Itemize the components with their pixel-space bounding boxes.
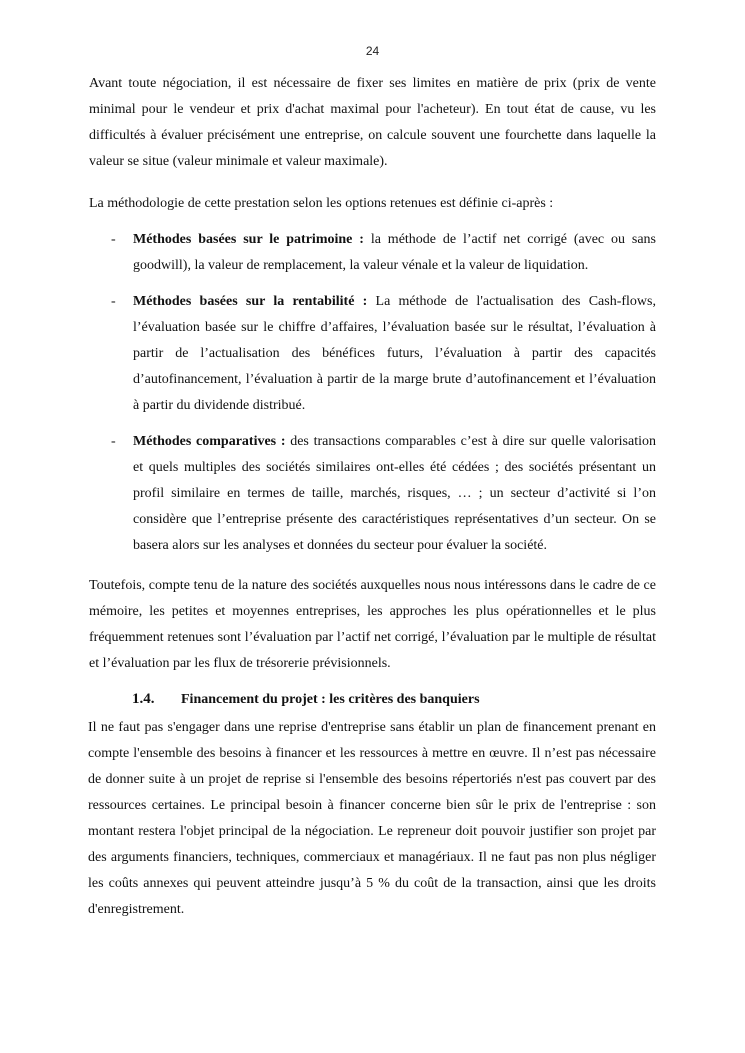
bullet-dash: - <box>111 232 116 247</box>
financing-paragraph: Il ne faut pas s'engager dans une reprise d'entreprise sans établir un plan de financement prenant en compte l'ensemble des besoins à financer et les ressources à mettre en œuvre. Il n’est pas nécessaire de donner suite à un projet de reprise si l'ensemble des besoins répertoriés n'est pas couvert par des ressources certaines. Le principal besoin à financer concerne bien sûr le prix de l'entreprise : son montant restera l'objet principal de la négociation. Le repreneur doit pouvoir justifier son projet par des arguments financiers, techniques, commerciaux et managériaux. Il ne faut pas non plus négliger les coûts annexes qui peuvent atteindre jusqu’à 5 % du coût de la transaction, ainsi que les droits d'enregistrement. <box>88 720 656 917</box>
list-item-patrimoine <box>89 227 656 279</box>
methods-list <box>89 227 656 559</box>
bullet-title: Méthodes basées sur le patrimoine : <box>133 232 364 247</box>
bullet-title: Méthodes basées sur la rentabilité : <box>133 294 368 309</box>
bullet-text: La méthode de l'actualisation des Cash-flows, l’évaluation basée sur le chiffre d’affaires, l’évaluation basée sur le résultat, l’évaluation à partir de l’actualisation des bénéfices futurs, l’évaluation à partir des capacités d’autofinancement, l’évaluation à partir de la marge brute d’autofinancement et l’évaluation à partir du dividende distribué. <box>133 294 656 413</box>
list-item-rentabilite <box>89 289 656 419</box>
bullet-dash: - <box>111 434 116 449</box>
bullet-title: Méthodes comparatives : <box>133 434 286 449</box>
page-content <box>89 71 656 923</box>
section-heading <box>89 691 656 715</box>
list-item-comparatives <box>89 429 656 559</box>
bullet-text: des transactions comparables c’est à dire sur quelle valorisation et quels multiples des sociétés similaires ont-elles été cédées ; des sociétés présentant un profil similaire en termes de taille, marchés, risques, … ; un secteur d’activité si l’on considère que l’entreprise présente des caractéristiques représentatives d’un secteur. On se basera alors sur les analyses et données du secteur pour évaluer la société. <box>133 434 656 553</box>
page-number: 24 <box>365 44 380 58</box>
conclusion-paragraph: Toutefois, compte tenu de la nature des sociétés auxquelles nous nous intéressons dans le cadre de ce mémoire, les petites et moyennes entreprises, les approches les plus opérationnelles et le plus fréquemment retenues sont l’évaluation par l’actif net corrigé, l’évaluation par le multiple de résultat et l’évaluation par les flux de trésorerie prévisionnels. <box>89 578 656 671</box>
section-number: 1.4. <box>132 691 155 707</box>
methodology-paragraph: La méthodologie de cette prestation selon les options retenues est définie ci-après : <box>89 196 554 211</box>
bullet-text: la méthode de l’actif net corrigé (avec ou sans goodwill), la valeur de remplacement, la valeur vénale et la valeur de liquidation. <box>133 232 657 273</box>
intro-paragraph: Avant toute négociation, il est nécessaire de fixer ses limites en matière de prix (prix de vente minimal pour le vendeur et prix d'achat maximal pour l'acheteur). En tout état de cause, vu les difficultés à évaluer précisément une entreprise, on calcule souvent une fourchette dans laquelle la valeur se situe (valeur minimale et valeur maximale). <box>89 76 656 169</box>
section-title: Financement du projet : les critères des banquiers <box>181 692 480 707</box>
bullet-dash: - <box>111 294 116 309</box>
